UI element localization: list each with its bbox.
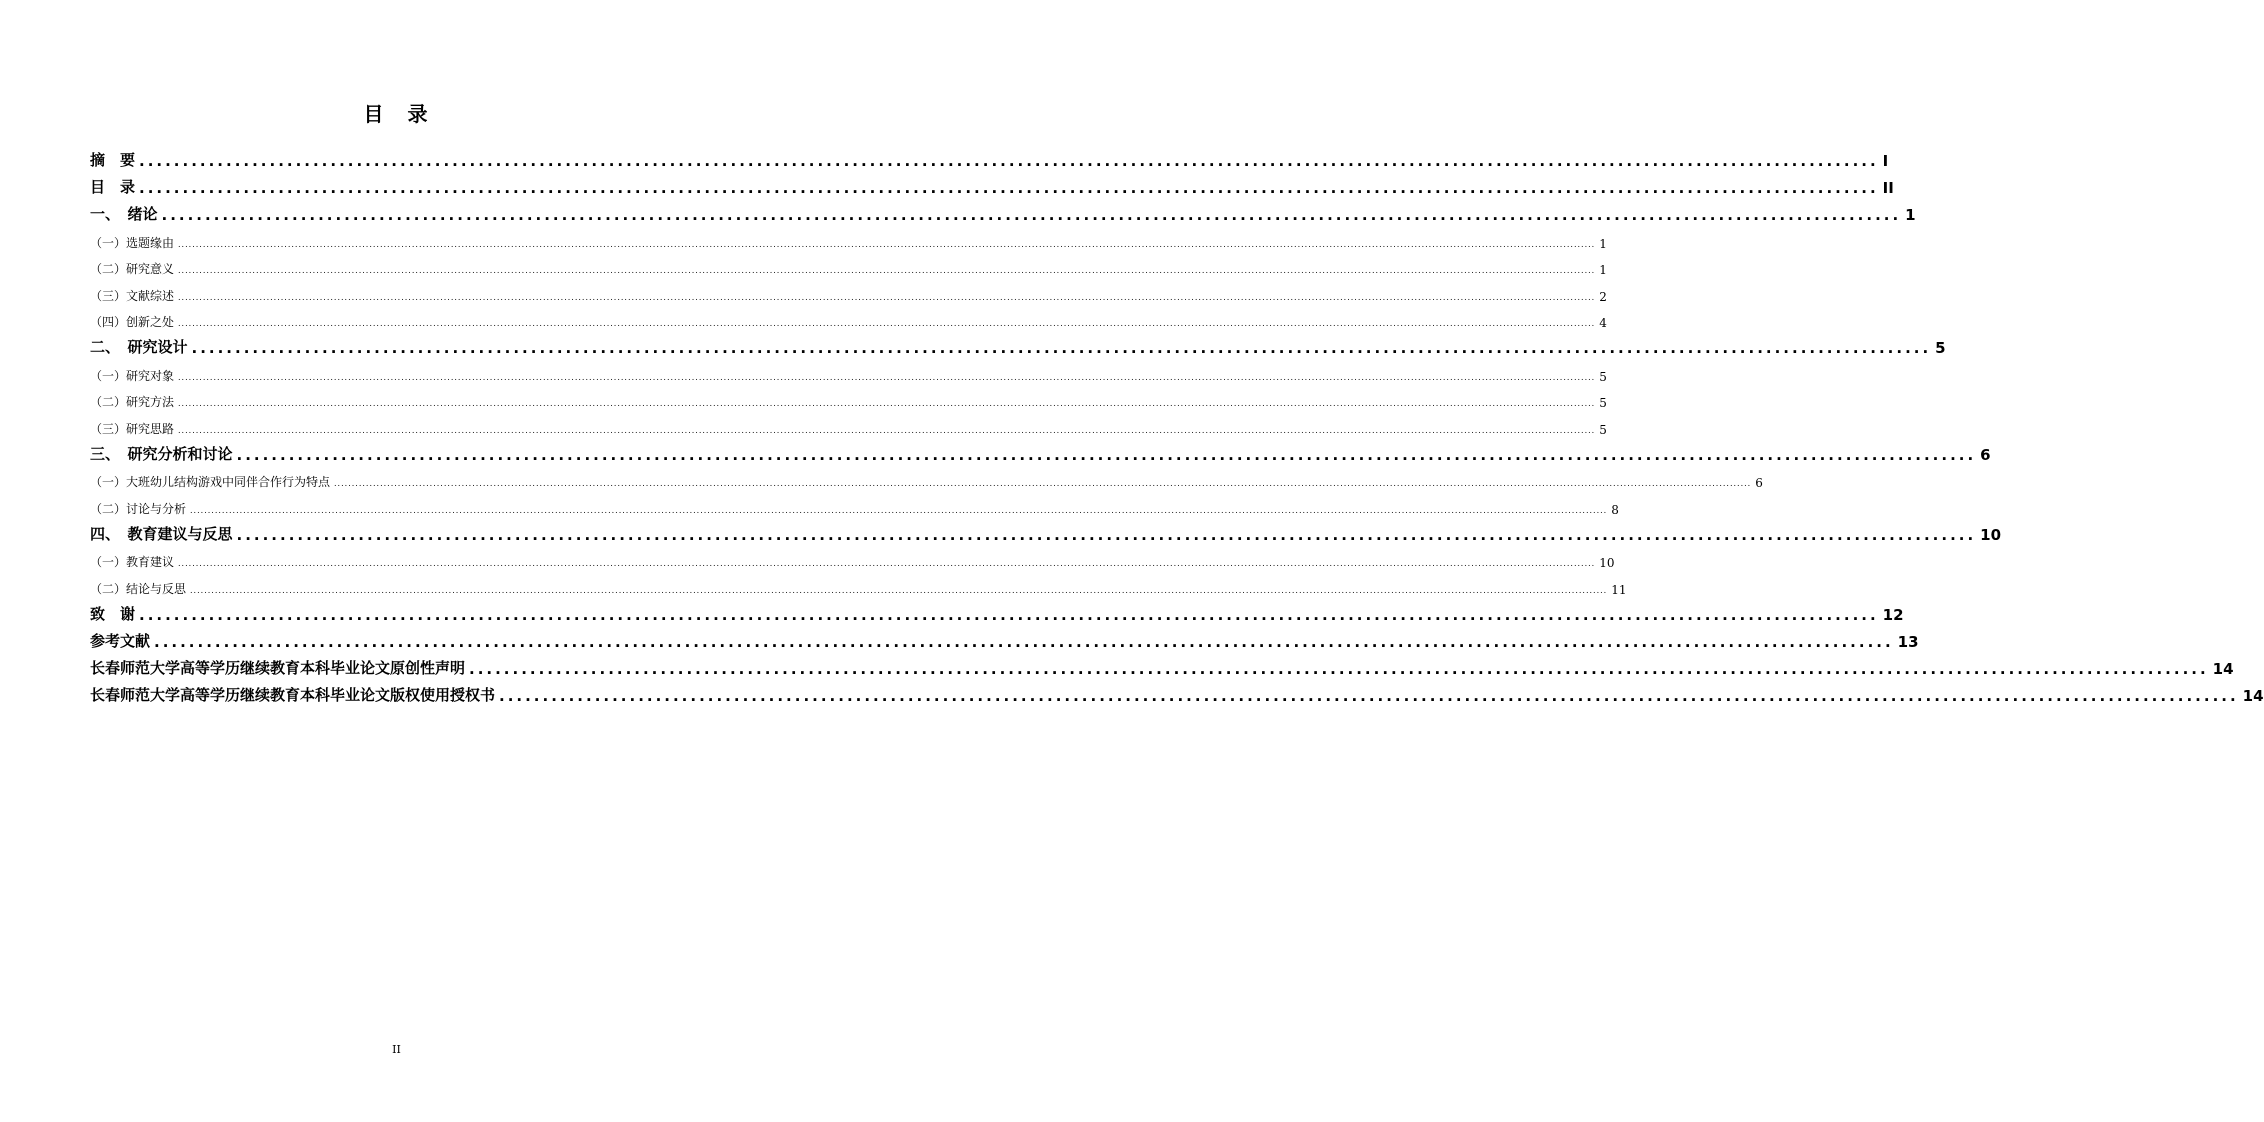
toc-entry-page-number: 5 [1599, 369, 1607, 384]
toc-dot-leader: ........................................................................................................................................................................................................ [139, 152, 1879, 170]
toc-entry-page-number: 14 [2242, 686, 2264, 705]
toc-entry-section[interactable] [90, 547, 1615, 574]
toc-entry-chapter[interactable] [90, 440, 1991, 467]
toc-entry-section[interactable] [90, 360, 1607, 387]
toc-entry-page-number: 2 [1599, 289, 1607, 304]
toc-entry-label: 一、 绪论 [90, 205, 158, 223]
toc-entry-page-number: 10 [1599, 556, 1615, 570]
toc-dot-leader: ........................................................................................................................................................................................................ [191, 339, 1932, 357]
toc-entry-page-number: 4 [1599, 316, 1607, 330]
toc-dot-leader: ........................................................................................................................................................................................................ [236, 525, 1977, 544]
toc-entry-page-number: 12 [1882, 605, 1904, 624]
toc-entry-section[interactable] [90, 387, 1607, 414]
toc-entry-label: （一）大班幼儿结构游戏中同伴合作行为特点 [90, 475, 331, 489]
toc-entry-label: （一）研究对象 [90, 368, 175, 383]
toc-entry-label: 摘 要 [90, 151, 136, 169]
toc-dot-leader: ................................................................................................................................................................................................................................................................................................................................................................................................................ [178, 292, 1596, 302]
toc-entry-page-number: 11 [1611, 582, 1627, 597]
toc-entry-label: （二）结论与反思 [90, 581, 187, 596]
toc-entry-chapter[interactable] [90, 627, 1919, 654]
toc-entry-chapter[interactable] [90, 600, 1904, 627]
toc-entry-label: （三）文献综述 [90, 288, 175, 303]
toc-entry-chapter[interactable] [90, 173, 1894, 200]
toc-entry-page-number: 5 [1599, 422, 1607, 437]
toc-entry-page-number: 6 [1980, 445, 1991, 464]
toc-entry-page-number: 5 [1935, 339, 1946, 357]
toc-dot-leader: ................................................................................................................................................................................................................................................................................................................................................................................................................ [178, 399, 1596, 408]
toc-entry-section[interactable] [90, 493, 1619, 520]
toc-entry-page-number: 1 [1599, 236, 1607, 251]
toc-dot-leader: ................................................................................................................................................................................................................................................................................................................................................................................................................ [334, 479, 1752, 488]
toc-entry-label: （一）选题缘由 [90, 235, 175, 250]
toc-entry-page-number: 10 [1980, 525, 2002, 544]
toc-dot-leader: ................................................................................................................................................................................................................................................................................................................................................................................................................ [190, 585, 1608, 595]
toc-dot-leader: ................................................................................................................................................................................................................................................................................................................................................................................................................ [178, 425, 1596, 435]
toc-entry-label: （二）讨论与分析 [90, 501, 187, 516]
toc-entry-section[interactable] [90, 307, 1607, 334]
toc-entry-label: （一）教育建议 [90, 555, 175, 569]
toc-dot-leader: ........................................................................................................................................................................................................ [499, 686, 2239, 705]
toc-entry-page-number: 1 [1599, 263, 1607, 277]
toc-dot-leader: ........................................................................................................................................................................................................ [236, 445, 1977, 464]
toc-dot-leader: ................................................................................................................................................................................................................................................................................................................................................................................................................ [178, 239, 1596, 249]
toc-entry-label: （二）研究方法 [90, 395, 175, 409]
toc-entry-chapter[interactable] [90, 333, 1946, 360]
toc-entry-section[interactable] [90, 413, 1607, 440]
toc-entry-label: 二、 研究设计 [90, 338, 188, 356]
toc-entry-label: 长春师范大学高等学历继续教育本科毕业论文原创性声明 [90, 658, 466, 677]
toc-dot-leader: ........................................................................................................................................................................................................ [469, 659, 2209, 678]
toc-entry-chapter[interactable] [90, 654, 2234, 681]
toc-entry-label: 致 谢 [90, 604, 136, 623]
toc-dot-leader: ........................................................................................................................................................................................................ [154, 632, 1894, 651]
toc-entry-page-number: 13 [1897, 632, 1919, 651]
toc-entry-section[interactable] [90, 280, 1607, 307]
toc-entry-label: 三、 研究分析和讨论 [90, 444, 233, 463]
toc-dot-leader: ................................................................................................................................................................................................................................................................................................................................................................................................................ [178, 319, 1596, 328]
toc-entry-section[interactable] [90, 227, 1607, 254]
toc-entry-chapter[interactable] [90, 520, 2002, 547]
toc-entry-page-number: I [1882, 152, 1889, 170]
toc-entry-label: （三）研究思路 [90, 421, 175, 436]
toc-entry-page-number: 8 [1611, 502, 1619, 517]
toc-dot-leader: ................................................................................................................................................................................................................................................................................................................................................................................................................ [178, 266, 1596, 275]
page-number-footer: II [392, 1043, 401, 1056]
toc-dot-leader: ........................................................................................................................................................................................................ [161, 206, 1902, 224]
toc-dot-leader: ................................................................................................................................................................................................................................................................................................................................................................................................................ [190, 505, 1608, 515]
toc-entry-label: 参考文献 [90, 631, 151, 650]
toc-entry-label: 四、 教育建议与反思 [90, 524, 233, 543]
toc-entry-section[interactable] [90, 573, 1627, 600]
toc-entry-chapter[interactable] [90, 200, 1916, 227]
table-of-contents [90, 146, 2264, 708]
toc-entry-page-number: 6 [1755, 476, 1763, 490]
toc-entry-page-number: 5 [1599, 396, 1607, 410]
toc-dot-leader: ........................................................................................................................................................................................................ [139, 605, 1879, 624]
toc-entry-page-number: 14 [2212, 659, 2234, 678]
toc-entry-label: 目 录 [90, 178, 136, 196]
toc-entry-section[interactable] [90, 254, 1607, 281]
toc-entry-chapter[interactable] [90, 681, 2264, 708]
page-title: 目 录 [363, 102, 430, 126]
toc-entry-page-number: II [1882, 179, 1894, 197]
toc-entry-page-number: 1 [1905, 206, 1916, 224]
toc-entry-chapter[interactable] [90, 146, 1889, 173]
toc-entry-label: （二）研究意义 [90, 262, 175, 276]
toc-entry-section[interactable] [90, 467, 1763, 494]
toc-dot-leader: ................................................................................................................................................................................................................................................................................................................................................................................................................ [178, 559, 1596, 568]
toc-entry-label: 长春师范大学高等学历继续教育本科毕业论文版权使用授权书 [90, 685, 496, 704]
toc-dot-leader: ................................................................................................................................................................................................................................................................................................................................................................................................................ [178, 372, 1596, 382]
toc-dot-leader: ........................................................................................................................................................................................................ [139, 179, 1879, 197]
toc-entry-label: （四）创新之处 [90, 315, 175, 329]
